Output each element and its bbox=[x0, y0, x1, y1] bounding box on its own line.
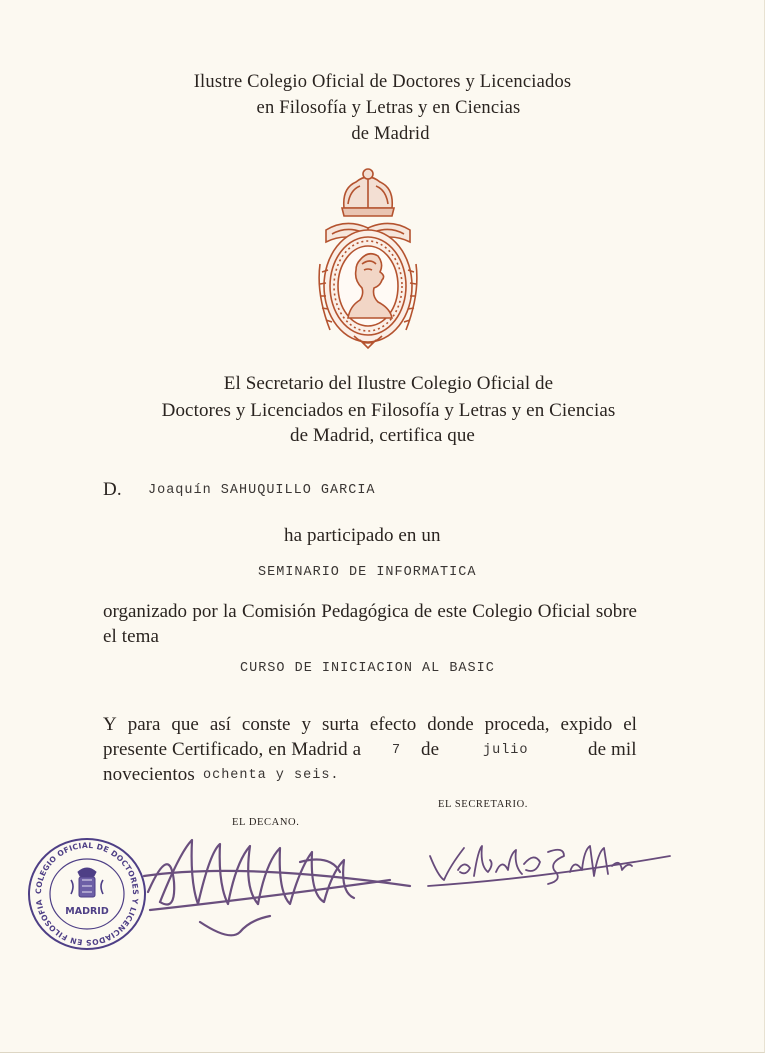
header-line-3: de Madrid bbox=[351, 124, 430, 144]
stamp-ring-text: COLEGIO OFICIAL DE DOCTORES Y LICENCIADOS EN FILOSOFIA Y LETRAS Y EN CIENCIAS bbox=[22, 829, 141, 948]
closing-line-2-de: de bbox=[421, 739, 440, 760]
closing-word: Y bbox=[103, 714, 117, 735]
closing-line-3-start: novecientos bbox=[103, 764, 195, 785]
closing-word: donde bbox=[427, 714, 474, 735]
organizer-word: la bbox=[223, 601, 237, 622]
recipient-prefix: D. bbox=[103, 479, 122, 500]
recipient-name: Joaquín SAHUQUILLO GARCIA bbox=[148, 483, 376, 498]
intro-line-1: El Secretario del Ilustre Colegio Oficial de bbox=[223, 373, 554, 394]
certificate-year: ochenta y seis. bbox=[203, 768, 340, 783]
organizer-word: Oficial bbox=[537, 601, 591, 622]
organizer-word: Comisión bbox=[242, 601, 316, 622]
closing-word: conste bbox=[241, 714, 291, 735]
closing-word: que bbox=[171, 714, 199, 735]
closing-word: y bbox=[301, 714, 311, 735]
dean-signature bbox=[140, 832, 420, 947]
stamp-center-text: MADRID bbox=[65, 906, 109, 917]
organizer-word: este bbox=[437, 601, 467, 622]
organizer-line-2: el tema bbox=[103, 626, 160, 647]
closing-word: surta bbox=[321, 714, 359, 735]
intro-line-2: Doctores y Licenciados en Filosofía y Letras y en Ciencias bbox=[161, 400, 616, 421]
organizer-word: organizado bbox=[103, 601, 188, 622]
certificate-day: 7 bbox=[392, 743, 402, 758]
header-line-2: en Filosofía y Letras y en Ciencias bbox=[256, 98, 521, 118]
secretary-label: EL SECRETARIO. bbox=[438, 799, 529, 810]
organizer-word: Colegio bbox=[472, 601, 533, 622]
organizer-line-1 bbox=[103, 601, 637, 623]
closing-word: para bbox=[127, 714, 161, 735]
topic-title: CURSO DE INICIACION AL BASIC bbox=[240, 661, 495, 676]
closing-line-2-end: de mil bbox=[588, 739, 637, 760]
closing-line-1 bbox=[103, 714, 637, 736]
closing-word: así bbox=[209, 714, 231, 735]
college-crest-emblem bbox=[312, 164, 424, 350]
participation-text: ha participado en un bbox=[284, 525, 441, 546]
certificate-month: julio bbox=[483, 743, 529, 758]
organizer-word: Pedagógica bbox=[321, 601, 409, 622]
intro-line-3: de Madrid, certifica que bbox=[290, 425, 475, 446]
closing-word: efecto bbox=[369, 714, 417, 735]
dean-label: EL DECANO. bbox=[232, 817, 300, 828]
organizer-word: por bbox=[192, 601, 218, 622]
secretary-signature bbox=[424, 836, 676, 894]
official-stamp bbox=[22, 829, 148, 952]
seminar-title: SEMINARIO DE INFORMATICA bbox=[258, 565, 477, 580]
organizer-word: sobre bbox=[595, 601, 637, 622]
organizer-word: de bbox=[414, 601, 433, 622]
closing-word: proceda, bbox=[484, 714, 550, 735]
closing-word: el bbox=[623, 714, 637, 735]
header-line-1: Ilustre Colegio Oficial de Doctores y Licenciados bbox=[193, 72, 572, 92]
closing-word: expido bbox=[560, 714, 613, 735]
closing-line-2-start: presente Certificado, en Madrid a bbox=[103, 739, 362, 760]
